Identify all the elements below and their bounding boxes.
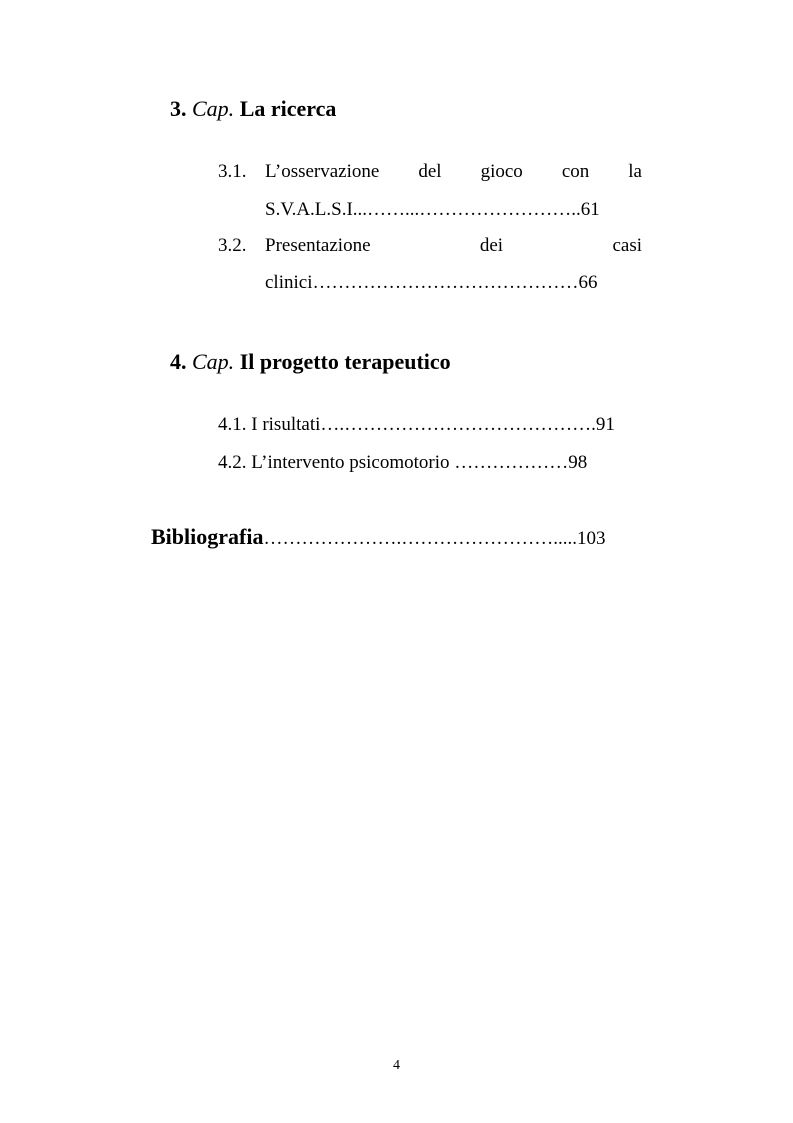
toc-word: casi — [612, 235, 642, 256]
chapter-4-heading — [170, 349, 451, 375]
chapter-4-title: Il progetto terapeutico — [239, 349, 451, 374]
toc-entry-3-1-line1 — [265, 161, 642, 183]
bibliography-entry — [151, 524, 605, 550]
toc-entry-3-1-number: 3.1. — [218, 161, 247, 182]
toc-entry-3-1-line2: S.V.A.L.S.I...……...……………………..61 — [265, 199, 600, 220]
chapter-3-number: 3. — [170, 96, 187, 121]
toc-word: con — [561, 161, 590, 182]
bibliography-leader: ………………….…………………….....103 — [263, 528, 606, 549]
chapter-4-number: 4. — [170, 349, 187, 374]
page-number: 4 — [393, 1058, 400, 1073]
toc-word: del — [418, 161, 442, 182]
toc-word: dei — [479, 235, 504, 256]
toc-word: Presentazione — [265, 235, 371, 256]
toc-word: gioco — [480, 161, 523, 182]
chapter-4-cap: Cap. — [192, 349, 235, 374]
toc-entry-3-2-line1 — [265, 235, 642, 257]
chapter-3-title: La ricerca — [239, 96, 337, 121]
toc-entry-3-2-line2: clinici……………………………………66 — [265, 272, 598, 293]
chapter-3-cap: Cap. — [192, 96, 235, 121]
bibliography-label: Bibliografia — [151, 524, 264, 549]
toc-entry-3-2-number: 3.2. — [218, 235, 247, 256]
toc-word: L’osservazione — [265, 161, 380, 182]
toc-entry-4-1: 4.1. I risultati….………………………………….91 — [218, 414, 615, 435]
toc-entry-4-2: 4.2. L’intervento psicomotorio ………………98 — [218, 452, 588, 473]
chapter-3-heading — [170, 96, 336, 122]
toc-word: la — [628, 161, 642, 182]
